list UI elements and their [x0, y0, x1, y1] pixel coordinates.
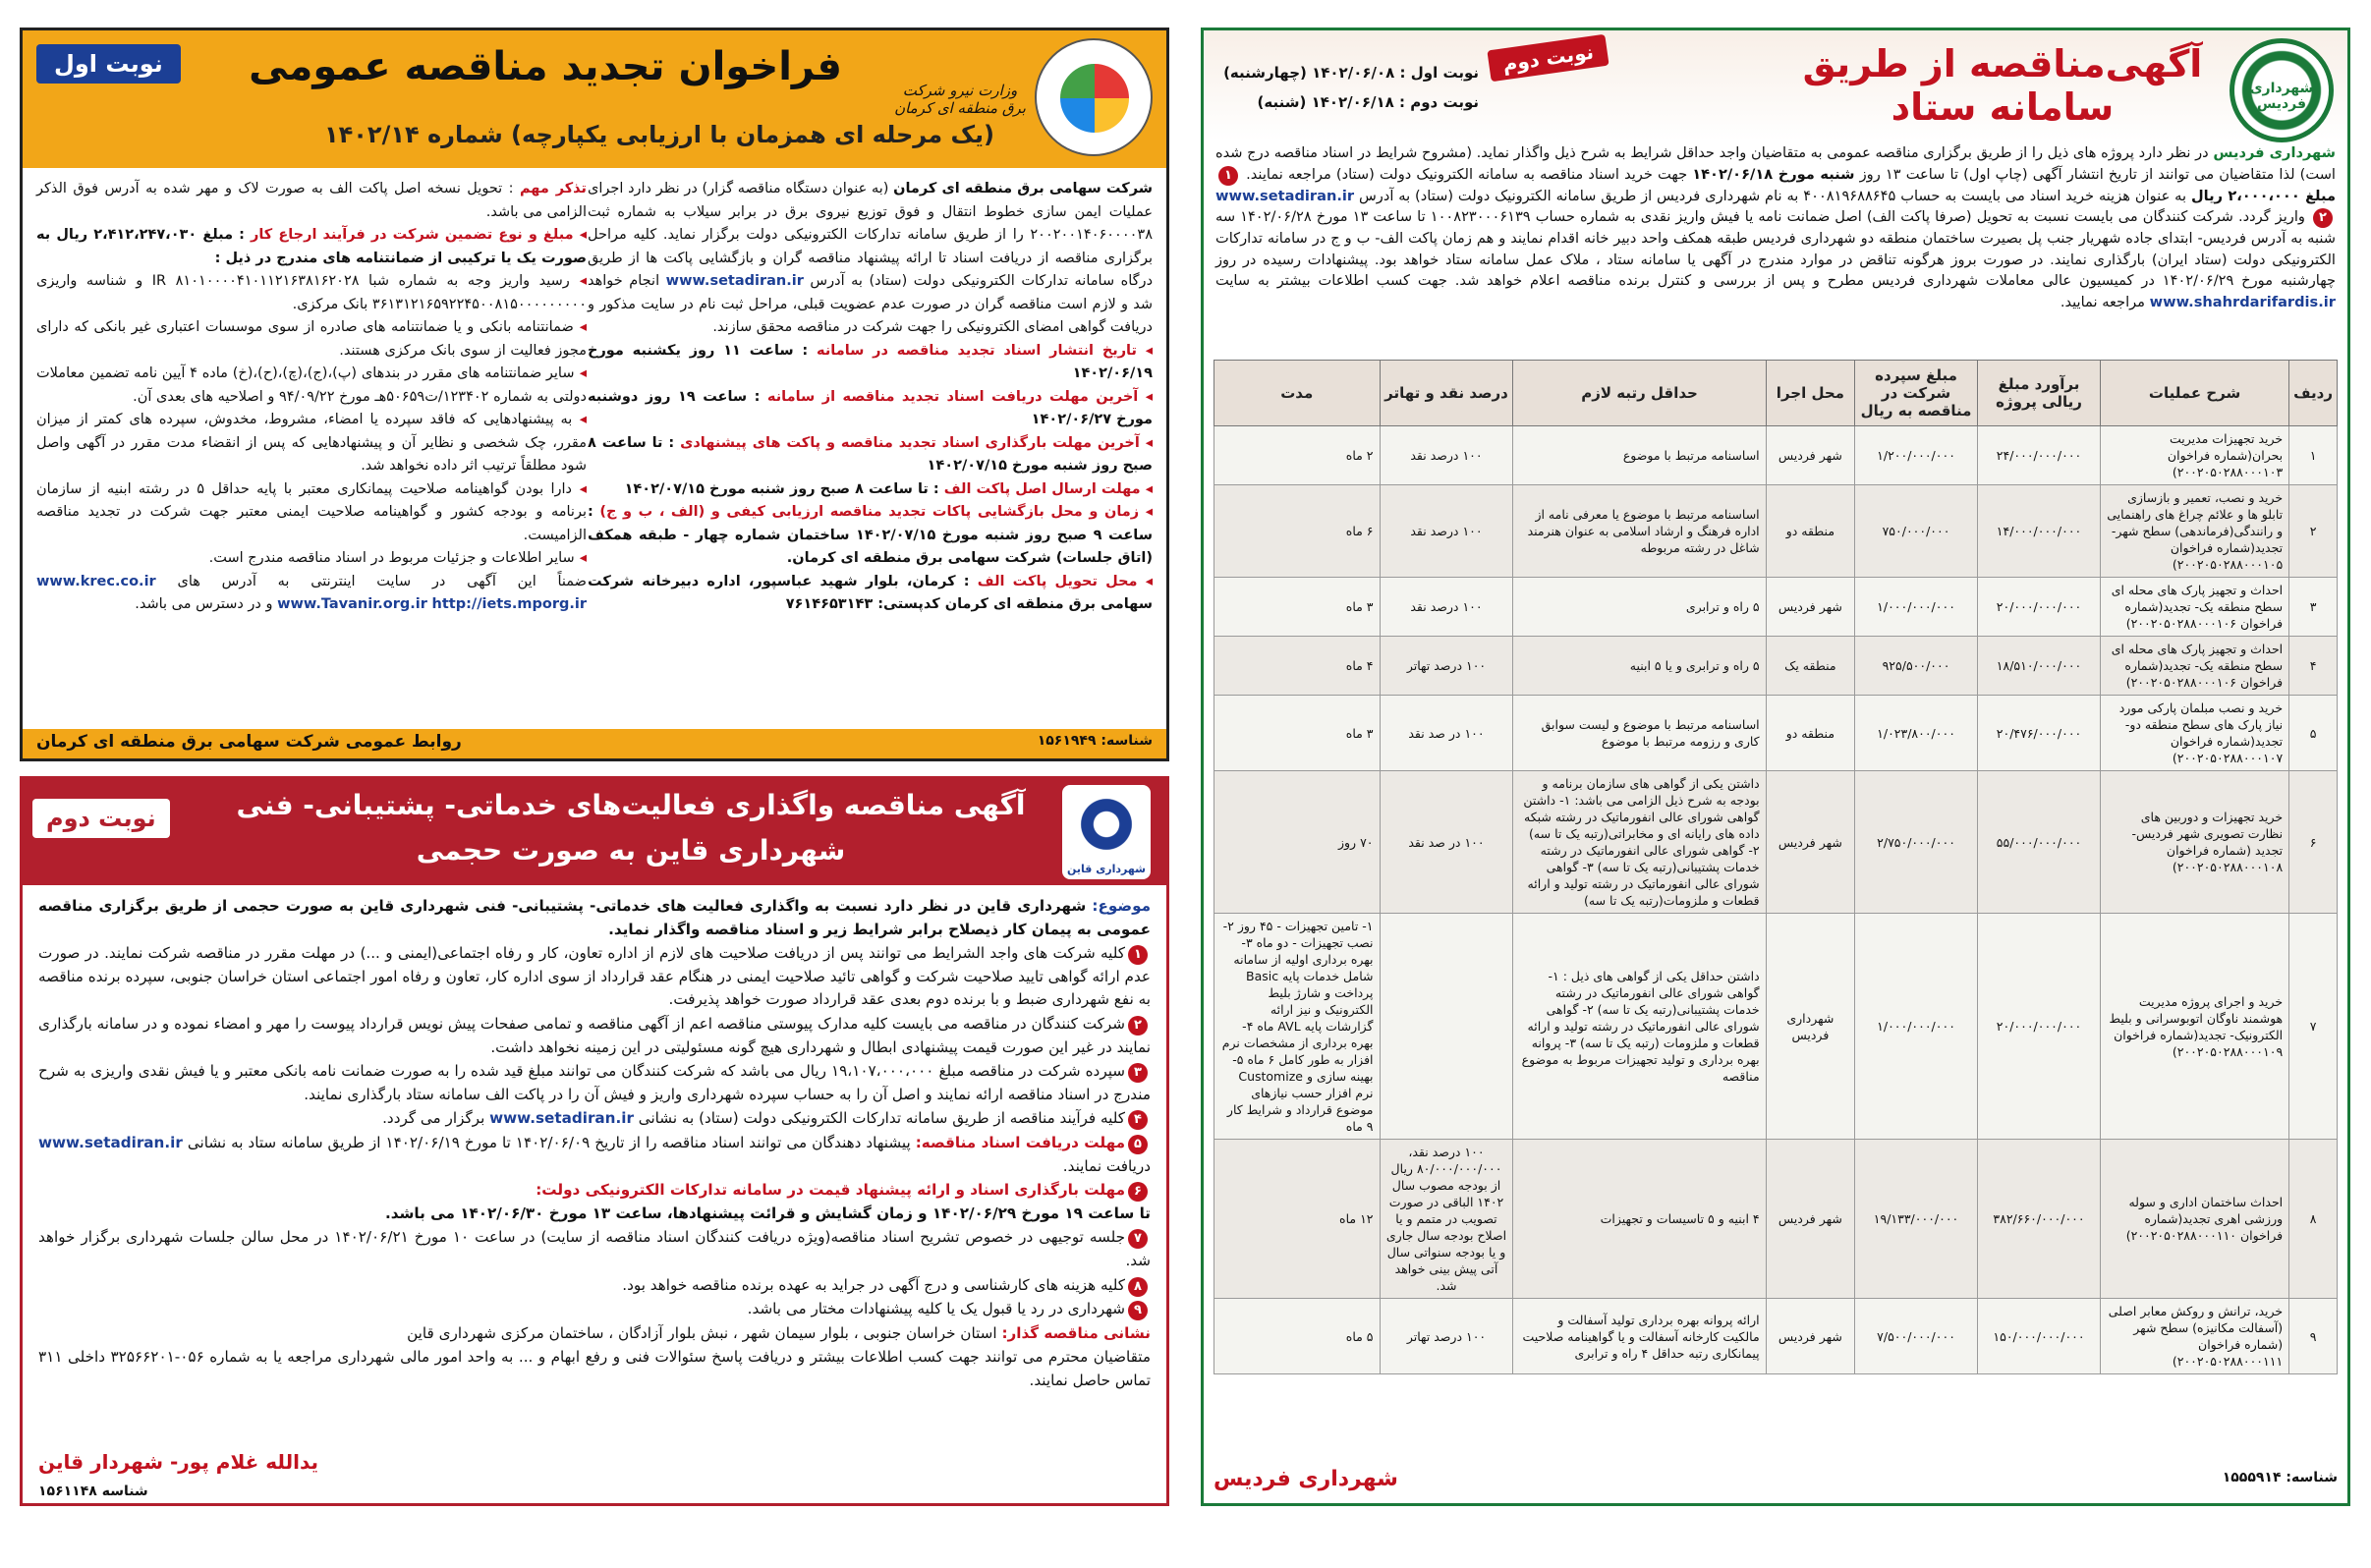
table-cell: ۵	[2289, 696, 2338, 771]
qaen-round-badge: نوبت دوم	[32, 799, 170, 838]
table-header-cell: حداقل رتبه لازم	[1513, 361, 1766, 426]
fardis-footer	[1214, 1456, 2338, 1495]
table-row	[1214, 426, 2338, 485]
table-row	[1214, 637, 2338, 696]
iets-link[interactable]: http://iets.mporg.ir	[431, 596, 587, 612]
setadiran-link-2[interactable]: www.setadiran.ir	[38, 1133, 183, 1151]
kerman-column-right: شرکت سهامی برق منطقه ای کرمان (به عنوان دستگاه مناقصه گزار) در نظر دارد اجرای عملیات ایمن سازی خطوط انتقال و فوق توزیع نیروی برق در برابر سیلاب به شماره ثبت ۲۰۰۲۰۰۱۴۰۶۰۰۰۰۳۸ را از طریق سامانه تدارکات الکترونیکی دولت برگزار نماید. کلیه مراحل برگزاری مناقصه از دریافت اسناد تا ارائه پیشنهاد مناقصه گران و بازگشایی پاکت ها از طریق درگاه سامانه تدارکات الکترونیکی دولت (ستاد) به آدرس www.setadiran.ir انجام خواهد شد و لازم است مناقصه گران در صورت عدم عضویت قبلی، مراحل ثبت نام در سایت مذکور و دریافت گواهی امضای الکترونیکی را جهت شرکت در مناقصه محقق سازند. ◂ تاریخ انتشار اسناد تجدید مناقصه در سامانه : ساعت ۱۱ روز یکشنبه مورخ ۱۴۰۲/۰۶/۱۹ ◂ آخرین مهلت دریافت اسناد تجدید مناقصه از سامانه : ساعت ۱۹ روز دوشنبه مورخ ۱۴۰۲/۰۶/۲۷ ◂ آخرین مهلت بارگذاری اسناد تجدید مناقصه و پاکت های پیشنهادی : تا ساعت ۸ صبح روز شنبه مورخ ۱۴۰۲/۰۷/۱۵ ◂ مهلت ارسال اصل پاکت الف : تا ساعت ۸ صبح روز شنبه مورخ ۱۴۰۲/۰۷/۱۵ ◂ زمان و محل بازگشایی پاکات تجدید مناقصه ارزیابی کیفی و (الف ، ب و ج) : ساعت ۹ صبح روز شنبه مورخ ۱۴۰۲/۰۷/۱۵ ساختمان شماره چهار - طبقه همکف (اتاق جلسات) شرکت سهامی برق منطقه ای کرمان. ◂ محل تحویل پاکت الف : کرمان، بلوار شهید عباسپور، اداره دبیرخانه شرکت سهامی برق منطقه ای کرمان کدپستی: ۷۶۱۴۶۵۳۱۴۳	[588, 181, 1154, 612]
tavanir-link[interactable]: www.Tavanir.org.ir	[277, 596, 427, 612]
table-cell: ۱۵۰/۰۰۰/۰۰۰/۰۰۰	[1977, 1299, 2100, 1374]
table-cell: خرید تجهیزات و دوربین های نظارت تصویری شهر فردیس- تجدید (شماره فراخوان ۲۰۰۲۰۵۰۲۸۸۰۰۰۱۰۸)	[2101, 771, 2289, 914]
table-cell: خرید و اجرای پروژه مدیریت هوشمند ناوگان اتوبوسرانی و بلیط الکترونیک- تجدید(شماره فراخوان ۲۰۰۲۰۵۰۲۸۸۰۰۰۱۰۹)	[2101, 914, 2289, 1140]
table-cell: اساسنامه مرتبط با موضوع	[1513, 426, 1766, 485]
table-cell: شهر فردیس	[1766, 771, 1854, 914]
table-cell: داشتن حداقل یکی از گواهی های ذیل : ۱- گواهی شورای عالی انفورماتیک در رشته خدمات پشتیبانی(رتبه یک تا سه) ۲- گواهی شورای عالی انفورماتیک در رشته تولید و ارائه قطعات و ملزومات (رتبه یک تا سه) ۳- پروانه بهره برداری و تولید تجهیزات مربوط به موضوع مناقصه	[1513, 914, 1766, 1140]
kerman-tender-notice	[20, 28, 1169, 761]
table-cell: ۱۸/۵۱۰/۰۰۰/۰۰۰	[1977, 637, 2100, 696]
qaen-body: موضوع: شهرداری قاین در نظر دارد نسبت به واگذاری فعالیت های خدماتی- پشتیبانی- فنی شهرداری قاین به صورت حجمی از طریق برگزاری مناقصه عمومی به پیمان کار ذیصلاح برابر شرایط زیر و اسناد مناقصه واگذار نماید. ۱کلیه شرکت های واجد الشرایط می توانند پس از دریافت صلاحیت های لازم از اداره تعاون، کار و رفاه اجتماعی(ایمنی و ...) در مهلت مقرر در مناقصه شرکت نمایند. در صورت عدم ارائه گواهی تایید صلاحیت شرکت و گواهی تائید صلاحیت ایمنی در هنگام عقد قرارداد از سوی اداره کار، تعاون و رفاه امور اجتماعی استان خراسان جنوبی، سپرده برنده مناقصه به نفع شهرداری ضبط و با برنده دوم بعدی عقد قرارداد صورت خواهد پذیرفت. ۲شرکت کنندگان در مناقصه می بایست کلیه مدارک پیوستی مناقصه اعم از آگهی مناقصه و تمامی صفحات پیش نویس قرارداد پیوست را مهر و امضاء نموده و در سامانه بارگذاری نمایند در غیر این صورت قیمت پیشنهادی ابطال و شهرداری هیچ گونه مسئولیتی در این زمینه نخواهد داشت. ۳سپرده شرکت در مناقصه مبلغ ۱۹،۱۰۷،۰۰۰،۰۰۰ ریال می باشد که شرکت کنندگان می توانند مبلغ قید شده را به صورت ضمانت نامه بانکی معتبر و یا فیش نقدی واریزی به شرح مندرج در اسناد مناقصه ارائه نمایند و اصل آن را به حساب سپرده شهرداری واریز و فیش آن را در پاکت الف سامانه ستاد بارگذاری نمایند. ۴کلیه فرآیند مناقصه از طریق سامانه تدارکات الکترونیکی دولت (ستاد) به نشانی www.setadiran.ir برگزار می گردد. ۵مهلت دریافت اسناد مناقصه: پیشنهاد دهندگان می توانند اسناد مناقصه را از تاریخ ۱۴۰۲/۰۶/۰۹ تا مورخ ۱۴۰۲/۰۶/۱۹ از طریق سامانه ستاد به نشانی www.setadiran.ir دریافت نمایند. ۶مهلت بارگذاری اسناد و ارائه پیشنهاد قیمت در سامانه تدارکات الکترونیکی دولت: تا ساعت ۱۹ مورخ ۱۴۰۲/۰۶/۲۹ و زمان گشایش و قرائت پیشنهادها، ساعت ۱۳ مورخ ۱۴۰۲/۰۶/۳۰ می باشد. ۷جلسه توجیهی در خصوص تشریح اسناد مناقصه(ویژه دریافت کنندگان اسناد مناقصه از سایت) در ساعت ۱۰ مورخ ۱۴۰۲/۰۶/۲۱ در محل سالن جلسات شهرداری برگزار خواهد شد. ۸کلیه هزینه های کارشناسی و درج آگهی در جراید به عهده برنده مناقصه خواهد بود. ۹شهرداری در رد یا قبول یک یا کلیه پیشنهادات مختار می باشد. نشانی مناقصه گذار: استان خراسان جنوبی ، بلوار سیمان شهر ، نبش بلوار آزادگان ، ساختمان مرکزی شهرداری قاین متقاضیان محترم می توانند جهت کسب اطلاعات بیشتر و دریافت پاسخ سئوالات فنی و رفع ابهام و ... به واحد امور مالی شهرداری مراجعه یا به شماره ۰۵۶-۳۲۵۶۶۲۰۱ داخلی ۳۱۱ تماس حاصل نمایند.	[38, 897, 1151, 1389]
table-cell: ۷۵۰/۰۰۰/۰۰۰	[1855, 485, 1978, 578]
table-cell: ۲	[2289, 485, 2338, 578]
table-header-cell: ردیف	[2289, 361, 2338, 426]
table-cell: ۱۴/۰۰۰/۰۰۰/۰۰۰	[1977, 485, 2100, 578]
fardis-date-second: نوبت دوم : ۱۴۰۲/۰۶/۱۸ (شنبه)	[1257, 93, 1479, 111]
table-cell: احداث و تجهیز پارک های محله ای سطح منطقه یک- تجدید(شماره فراخوان ۲۰۰۲۰۵۰۲۸۸۰۰۰۱۰۶)	[2101, 637, 2289, 696]
table-cell: ۵ راه و ترابری	[1513, 578, 1766, 637]
kerman-title: فراخوان تجدید مناقصه عمومی	[249, 44, 842, 89]
qaen-title-line1: آگهی مناقصه واگذاری فعالیت‌های خدماتی- پشتیبانی- فنی	[236, 789, 1026, 821]
table-cell: شهر فردیس	[1766, 1299, 1854, 1374]
table-cell: ۴ ماه	[1214, 637, 1381, 696]
table-header-cell: برآورد مبلغ ریالی پروژه	[1977, 361, 2100, 426]
table-row	[1214, 1299, 2338, 1374]
fardis-website-link[interactable]: www.shahrdarifardis.ir	[2149, 293, 2336, 310]
fardis-round-badge: نوبت دوم	[1487, 34, 1609, 83]
table-cell: ۱/۰۰۰/۰۰۰/۰۰۰	[1855, 914, 1978, 1140]
fardis-projects-table	[1214, 360, 2338, 1374]
kerman-footer-name: روابط عمومی شرکت سهامی برق منطقه ای کرمان	[36, 732, 462, 752]
table-cell: ۶ ماه	[1214, 485, 1381, 578]
table-cell: ارائه پروانه بهره برداری تولید آسفالت و مالکیت کارخانه آسفالت و یا گواهینامه صلاحیت پیمانکاری رتبه حداقل ۴ راه و ترابری	[1513, 1299, 1766, 1374]
table-cell: ۱۰۰ درصد نقد	[1380, 426, 1513, 485]
fardis-publication-dates	[1214, 58, 1479, 117]
table-cell: خرید، ترانش و روکش معابر اصلی (آسفالت مکانیزه) سطح شهر (شماره فراخوان ۲۰۰۲۰۵۰۲۸۸۰۰۰۱۱۱)	[2101, 1299, 2289, 1374]
kerman-org-name: وزارت نیرو شرکت برق منطقه ای کرمان	[894, 82, 1026, 117]
table-cell: خرید و نصب مبلمان پارکی مورد نیاز پارک های سطح منطقه دو- تجدید(شماره فراخوان ۲۰۰۲۰۵۰۲۸۸۰۰۰۱۰۷)	[2101, 696, 2289, 771]
kerman-subtitle: (یک مرحله ای همزمان با ارزیابی یکپارچه) شماره ۱۴۰۲/۱۴	[323, 121, 994, 148]
qaen-tender-notice	[20, 776, 1169, 1506]
fardis-header	[1204, 30, 2347, 140]
table-cell: ۵ راه و ترابری و یا ۵ ابنیه	[1513, 637, 1766, 696]
kerman-footer	[23, 729, 1166, 758]
table-cell: ۱	[2289, 426, 2338, 485]
kerman-header	[23, 30, 1166, 168]
marker-1: ۱	[1218, 166, 1238, 186]
fardis-footer-name: شهرداری فردیس	[1214, 1467, 1398, 1491]
kerman-electric-logo	[1035, 38, 1153, 156]
table-cell: ۱- تامین تجهیزات - ۴۵ روز ۲- نصب تجهیزات - دو ماه ۳- بهره برداری اولیه از سامانه شامل خدمات پایه Basic پرداخت و شارژ بلیط الکترونیک و نیز ارائه گزارشات پایه AVL ماه ۴- بهره برداری از مشخصات نرم افزار به طور کامل ۶ ماه ۵- بهینه سازی و Customize نرم افزار حسب نیازهای موضوع قرارداد و شرایط کار ۹ ماه	[1214, 914, 1381, 1140]
table-cell: ۴ ابنیه و ۵ تاسیسات و تجهیزات	[1513, 1140, 1766, 1299]
table-header-cell: مبلغ سپرده شرکت در مناقصه به ریال	[1855, 361, 1978, 426]
table-row	[1214, 1140, 2338, 1299]
table-cell: ۳۸۲/۶۶۰/۰۰۰/۰۰۰	[1977, 1140, 2100, 1299]
kerman-column-left: تذکر مهم : تحویل نسخه اصل پاکت الف به صورت لاک و مهر شده به آدرس فوق الذکر الزامی می باشد. ◂ مبلغ و نوع تضمین شرکت در فرآیند ارجاع کار : مبلغ ۲،۴۱۲،۲۴۷،۰۳۰ ریال به صورت یک یا ترکیبی از ضمانتنامه های مندرج در ذیل : ◂ رسید واریز وجه به شماره شبا IR ۸۱۰۱۰۰۰۰۴۱۰۱۱۲۱۶۳۸۱۶۲۰۲۸ و شناسه واریزی ۳۶۱۳۱۲۱۶۵۹۲۲۴۵۰۰۸۱۵۰۰۰۰۰۰۰۰۰ بانک مرکزی. ◂ ضمانتنامه بانکی و یا ضمانتنامه های صادره از سوی موسسات اعتباری غیر بانکی که دارای مجوز فعالیت از سوی بانک مرکزی هستند. ◂ سایر ضمانتنامه های مقرر در بندهای (پ)،(ج)،(چ)،(ح)،(خ) ماده ۴ آیین نامه تضمین معاملات دولتی به شماره ۱۲۳۴۰۲/ت۵۰۶۵۹هـ مورخ ۹۴/۰۹/۲۲ و اصلاحیه های بعدی آن. ◂ به پیشنهادهایی که فاقد سپرده یا امضاء، مشروط، مخدوش، سپرده های کمتر از میزان مقرر، چک شخصی و نظایر آن و پیشنهادهایی که پس از انقضاء مدت مقرر در آگهی واصل شود مطلقاً ترتیب اثر داده نخواهد شد. ◂ دارا بودن گواهینامه صلاحیت پیمانکاری معتبر با پایه حداقل ۵ در رشته ابنیه از سازمان برنامه و بودجه کشور و گواهینامه صلاحیت ایمنی معتبر جهت شرکت در تجدید مناقصه الزامیست. ◂ سایر اطلاعات و جزئیات مربوط در اسناد مناقصه مندرج است. ضمناً این آگهی در سایت اینترنتی به آدرس های www.krec.co.ir www.Tavanir.org.ir http://iets.mporg.ir و در دسترس می باشد.	[36, 181, 588, 612]
table-header-row	[1214, 361, 2338, 426]
table-cell: منطقه یک	[1766, 637, 1854, 696]
table-row	[1214, 578, 2338, 637]
table-cell: ۷/۵۰۰/۰۰۰/۰۰۰	[1855, 1299, 1978, 1374]
table-cell: ۱۰۰ درصد تهاتر	[1380, 637, 1513, 696]
table-cell: ۴	[2289, 637, 2338, 696]
table-row	[1214, 914, 2338, 1140]
table-cell: ۱۰۰ درصد نقد	[1380, 485, 1513, 578]
table-cell: خرید تجهیزات مدیریت بحران(شماره فراخوان ۲۰۰۲۰۵۰۲۸۸۰۰۰۱۰۳)	[2101, 426, 2289, 485]
table-cell: ۱۲ ماه	[1214, 1140, 1381, 1299]
qaen-shenase: شناسه ۱۵۶۱۱۴۸	[38, 1484, 148, 1499]
qaen-municipality-logo: شهرداری قاین	[1062, 785, 1151, 879]
table-cell: احداث ساختمان اداری و سوله ورزشی اهری تجدید(شماره فراخوان ۲۰۰۲۰۵۰۲۸۸۰۰۰۱۱۰)	[2101, 1140, 2289, 1299]
table-cell: خرید و نصب، تعمیر و بازسازی تابلو ها و علائم چراغ های راهنمایی و رانندگی(فرماندهی) سطح شهر- تجدید(شماره فراخوان ۲۰۰۲۰۵۰۲۸۸۰۰۰۱۰۵)	[2101, 485, 2289, 578]
fardis-intro: شهرداری فردیس در نظر دارد پروژه های ذیل را از طریق برگزاری مناقصه عمومی به متقاضیان واجد حداقل شرایط به شرح ذیل واگذار نماید. (مشروح شرایط در اسناد مناقصه درج شده است) لذا متقاضیان می توانند از تاریخ انتشار آگهی (چاپ اول) تا ساعت ۱۳ روز شنبه مورخ ۱۴۰۲/۰۶/۱۸ جهت خرید اسناد مناقصه به سامانه الکترونیک دولت (ستاد) مراجعه نمایند. ۱مبلغ ۲،۰۰۰،۰۰۰ ریال به عنوان هزینه خرید اسناد می بایست به حساب ۴۰۰۸۱۹۶۸۸۶۴۵ به نام شهرداری فردیس از طریق سامانه الکترونیک دولت (ستاد) به آدرس www.setadiran.ir۲ واریز گردد. شرکت کنندگان می بایست نسبت به تحویل (صرفا پاکت الف) اصل ضمانت نامه یا فیش واریز نقدی به شماره حساب ۱۰۰۸۲۳۰۰۰۶۱۳۹ تا ساعت ۱۳ مورخ ۱۴۰۲/۰۶/۲۸ سه شنبه به آدرس فردیس- ابتدای جاده شهریار جنب پل بصیرت ساختمان منطقه دو شهرداری فردیس طبقه همکف واحد دبیر خانه اقدام نمایند و هم زمان پاکت الف- ب و ج در سامانه تدارکات الکترونیکی دولت (ستاد ایران) بارگذاری نمایند. در صورت بروز هرگونه تناقض در موارد مندرج در آگهی یا سامانه ستاد ، ملاک عمل سامانه ستاد خواهد بود. پیشنهادات رسیده در روز چهارشنبه مورخ ۱۴۰۲/۰۶/۲۹ در کمیسیون عالی معاملات شهرداری فردیس مطرح و پس از بررسی و کنترل برنده مناقصه اعلام خواهد شد. جهت کسب اطلاعات بیشتر به سایت www.shahrdarifardis.ir مراجعه نمایید.	[1215, 144, 2337, 310]
table-cell: ۲۰/۰۰۰/۰۰۰/۰۰۰	[1977, 578, 2100, 637]
table-cell: ۲۰/۰۰۰/۰۰۰/۰۰۰	[1977, 914, 2100, 1140]
qaen-header	[23, 779, 1166, 885]
qaen-mayor-signature: یدالله غلام پور- شهردار قاین	[38, 1450, 318, 1474]
table-cell: ۷۰ روز	[1214, 771, 1381, 914]
fardis-shenase: شناسه: ۱۵۵۵۹۱۴	[2222, 1470, 2338, 1485]
table-body	[1214, 426, 2338, 1374]
table-cell: ۱۰۰ در صد نقد	[1380, 771, 1513, 914]
table-cell: اساسنامه مرتبط با موضوع و لیست سوابق کاری و رزومه مرتبط با موضوع	[1513, 696, 1766, 771]
fardis-title: آگهی‌مناقصه از طریق سامانه ستاد	[1802, 42, 2203, 129]
table-row	[1214, 696, 2338, 771]
qaen-title-line2: شهرداری قاین به صورت حجمی	[416, 834, 846, 867]
table-cell: ۳ ماه	[1214, 696, 1381, 771]
table-cell: شهرداری فردیس	[1766, 914, 1854, 1140]
setadiran-link[interactable]: www.setadiran.ir	[665, 273, 804, 289]
kerman-shenase: شناسه: ۱۵۶۱۹۴۹	[1037, 733, 1153, 749]
setadiran-link[interactable]: www.setadiran.ir	[489, 1109, 634, 1128]
table-cell: منطقه دو	[1766, 696, 1854, 771]
table-cell: ۱۰۰ در صد نقد	[1380, 696, 1513, 771]
table-cell: ۳ ماه	[1214, 578, 1381, 637]
table-cell	[1380, 914, 1513, 1140]
table-header-cell: مدت	[1214, 361, 1381, 426]
table-cell: ۲/۷۵۰/۰۰۰/۰۰۰	[1855, 771, 1978, 914]
table-cell: اساسنامه مرتبط با موضوع یا معرفی نامه از اداره فرهنگ و ارشاد اسلامی به عنوان هنرمند شاغل در رشته مربوطه	[1513, 485, 1766, 578]
table-cell: ۱۹/۱۳۳/۰۰۰/۰۰۰	[1855, 1140, 1978, 1299]
marker-2: ۲	[2313, 208, 2333, 228]
table-cell: ۲۴/۰۰۰/۰۰۰/۰۰۰	[1977, 426, 2100, 485]
setadiran-link[interactable]: www.setadiran.ir	[1215, 187, 1355, 204]
table-header-cell: درصد نقد و تهاتر	[1380, 361, 1513, 426]
table-cell: ۹۲۵/۵۰۰/۰۰۰	[1855, 637, 1978, 696]
table-row	[1214, 771, 2338, 914]
fardis-tender-notice	[1201, 28, 2350, 1506]
table-cell: شهر فردیس	[1766, 578, 1854, 637]
table-row	[1214, 485, 2338, 578]
table-cell: شهر فردیس	[1766, 1140, 1854, 1299]
table-cell: ۱۰۰ درصد نقد، ۸۰/۰۰۰/۰۰۰/۰۰۰ ریال از بودجه مصوب سال ۱۴۰۲ الباقی در صورت تصویب در متمم و یا اصلاح بودجه سال جاری و یا بودجه سنواتی سال آتی پیش بینی خواهد شد.	[1380, 1140, 1513, 1299]
table-cell: ۱/۰۰۰/۰۰۰/۰۰۰	[1855, 578, 1978, 637]
table-cell: احداث و تجهیز پارک های محله ای سطح منطقه یک- تجدید(شماره فراخوان ۲۰۰۲۰۵۰۲۸۸۰۰۰۱۰۶)	[2101, 578, 2289, 637]
fardis-date-first: نوبت اول : ۱۴۰۲/۰۶/۰۸ (چهارشنبه)	[1223, 64, 1479, 82]
table-cell: ۱۰۰ درصد نقد	[1380, 578, 1513, 637]
table-cell: ۳	[2289, 578, 2338, 637]
table-cell: منطقه دو	[1766, 485, 1854, 578]
table-cell: ۷	[2289, 914, 2338, 1140]
table-cell: ۵ ماه	[1214, 1299, 1381, 1374]
table-header-cell: شرح عملیات	[2101, 361, 2289, 426]
table-cell: ۸	[2289, 1140, 2338, 1299]
table-cell: ۹	[2289, 1299, 2338, 1374]
table-cell: ۱/۰۲۳/۸۰۰/۰۰۰	[1855, 696, 1978, 771]
table-cell: ۵۵/۰۰۰/۰۰۰/۰۰۰	[1977, 771, 2100, 914]
kerman-round-badge: نوبت اول	[36, 44, 181, 84]
table-header-cell: محل اجرا	[1766, 361, 1854, 426]
krec-link[interactable]: www.krec.co.ir	[36, 573, 156, 589]
table-cell: ۲ ماه	[1214, 426, 1381, 485]
fardis-municipality-logo: شهرداری فردیس	[2230, 38, 2334, 142]
table-cell: شهر فردیس	[1766, 426, 1854, 485]
table-cell: ۱۰۰ درصد تهاتر	[1380, 1299, 1513, 1374]
table-cell: ۲۰/۴۷۶/۰۰۰/۰۰۰	[1977, 696, 2100, 771]
table-cell: ۱/۲۰۰/۰۰۰/۰۰۰	[1855, 426, 1978, 485]
table-cell: داشتن یکی از گواهی های سازمان برنامه و بودجه به شرح ذیل الزامی می باشد: ۱- داشتن گواهی شورای عالی انفورماتیک در رشته شبکه داده های رایانه ای و مخابراتی(رتبه یک تا سه) ۲- گواهی شورای عالی انفورماتیک در رشته خدمات پشتیبانی(رتبه یک تا سه) ۳- گواهی شورای عالی انفورماتیک در رشته تولید و ارائه قطعات و ملزومات(رتبه یک تا سه)	[1513, 771, 1766, 914]
table-cell: ۶	[2289, 771, 2338, 914]
